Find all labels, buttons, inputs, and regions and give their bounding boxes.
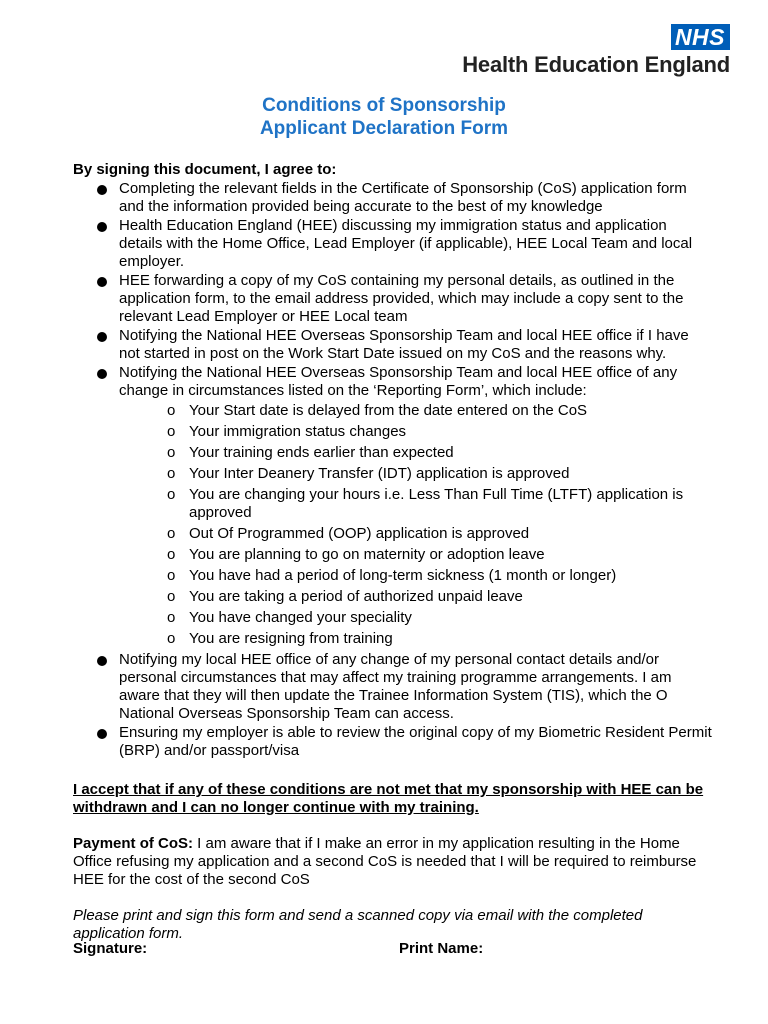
- bullet-icon: [97, 332, 107, 342]
- circle-bullet-icon: o: [167, 423, 176, 440]
- bullet-icon: [97, 369, 107, 379]
- sub-item-text: Your Inter Deanery Transfer (IDT) application is approved: [189, 465, 570, 482]
- sub-list-item: [119, 423, 713, 441]
- form-body: [73, 161, 713, 943]
- sub-item-text: Out Of Programmed (OOP) application is approved: [189, 525, 530, 542]
- list-item: [73, 272, 713, 326]
- bullet-text: Notifying my local HEE office of any change of my personal contact details and/or personal circumstances that may affect my training programme arrangements. I am aware that they will then update the Trainee Information System (TIS), which the O National Overseas Sponsorship Team can access.: [119, 651, 672, 722]
- org-name: Health Education England: [462, 52, 730, 77]
- bullet-text: Ensuring my employer is able to review the original copy of my Biometric Resident Permit (BRP) and/or passport/visa: [119, 724, 712, 759]
- title-line-1: Conditions of Sponsorship: [262, 95, 506, 116]
- sub-item-text: Your Start date is delayed from the date entered on the CoS: [189, 402, 588, 419]
- sub-item-text: You are resigning from training: [189, 630, 393, 647]
- bullet-text: HEE forwarding a copy of my CoS containing my personal details, as outlined in the application form, to the email address provided, which may include a copy sent to the relevant Lead Employer or HEE Local team: [119, 272, 684, 325]
- payment-paragraph: [73, 835, 713, 889]
- bullet-icon: [97, 729, 107, 739]
- payment-text: I am aware that if I make an error in my application resulting in the Home Office refusing my application and a second CoS is needed that I will be required to reimburse HEE for the cost of the second CoS: [73, 835, 697, 888]
- circle-bullet-icon: o: [167, 609, 176, 626]
- bullet-icon: [97, 277, 107, 287]
- sub-item-text: You have changed your speciality: [189, 609, 412, 626]
- circle-bullet-icon: o: [167, 402, 176, 419]
- bullet-text: Health Education England (HEE) discussing my immigration status and application details with the Home Office, Lead Employer (if applicable), HEE Local Team and local employer.: [119, 217, 693, 270]
- list-item: [73, 327, 713, 363]
- circle-bullet-icon: o: [167, 465, 176, 482]
- list-item: [73, 180, 713, 216]
- bullet-icon: [97, 656, 107, 666]
- nhs-hee-logo: [462, 24, 730, 78]
- intro-heading: By signing this document, I agree to:: [73, 161, 337, 178]
- sub-list-item: [119, 609, 713, 627]
- payment-label: Payment of CoS:: [73, 835, 194, 852]
- circle-bullet-icon: o: [167, 567, 176, 584]
- sub-list-item: [119, 465, 713, 483]
- form-title: [0, 94, 768, 140]
- sub-item-text: You are changing your hours i.e. Less Than Full Time (LTFT) application is approved: [189, 486, 684, 521]
- acceptance-statement: I accept that if any of these conditions are not met that my sponsorship with HEE can be withdrawn and I can no longer continue with my training.: [73, 781, 704, 816]
- list-item: [73, 651, 713, 723]
- circle-bullet-icon: o: [167, 546, 176, 563]
- sub-list-item: [119, 630, 713, 648]
- sub-list-item: [119, 486, 713, 522]
- circle-bullet-icon: o: [167, 630, 176, 647]
- sub-list-item: [119, 402, 713, 420]
- sub-list-item: [119, 588, 713, 606]
- sub-list-item: [119, 525, 713, 543]
- sub-item-text: You are taking a period of authorized unpaid leave: [189, 588, 523, 605]
- bullet-icon: [97, 222, 107, 232]
- sub-list-item: [119, 567, 713, 585]
- circle-bullet-icon: o: [167, 444, 176, 461]
- bullet-text: Completing the relevant fields in the Certificate of Sponsorship (CoS) application form and the information provided being accurate to the best of my knowledge: [119, 180, 687, 215]
- circumstances-sublist: [119, 402, 713, 648]
- list-item: [73, 364, 713, 648]
- list-item: [73, 724, 713, 760]
- bullet-text: Notifying the National HEE Overseas Sponsorship Team and local HEE office if I have not started in post on the Work Start Date issued on my CoS and the reasons why.: [119, 327, 689, 362]
- title-line-2: Applicant Declaration Form: [259, 118, 509, 139]
- sub-item-text: Your immigration status changes: [189, 423, 407, 440]
- circle-bullet-icon: o: [167, 525, 176, 542]
- sub-item-text: Your training ends earlier than expected: [189, 444, 454, 461]
- sub-list-item: [119, 444, 713, 462]
- list-item: [73, 217, 713, 271]
- conditions-list: [73, 180, 713, 760]
- print-instruction: Please print and sign this form and send a scanned copy via email with the completed application form.: [73, 907, 643, 942]
- print-name-label: Print Name:: [399, 940, 484, 957]
- bullet-text: Notifying the National HEE Overseas Sponsorship Team and local HEE office of any change in circumstances listed on the ‘Reporting Form’, which include:: [119, 364, 678, 399]
- sub-item-text: You have had a period of long-term sickness (1 month or longer): [189, 567, 617, 584]
- sub-list-item: [119, 546, 713, 564]
- nhs-badge: NHS: [671, 24, 730, 50]
- sub-item-text: You are planning to go on maternity or adoption leave: [189, 546, 545, 563]
- circle-bullet-icon: o: [167, 588, 176, 605]
- circle-bullet-icon: o: [167, 486, 176, 503]
- bullet-icon: [97, 185, 107, 195]
- signature-label: Signature:: [73, 940, 148, 957]
